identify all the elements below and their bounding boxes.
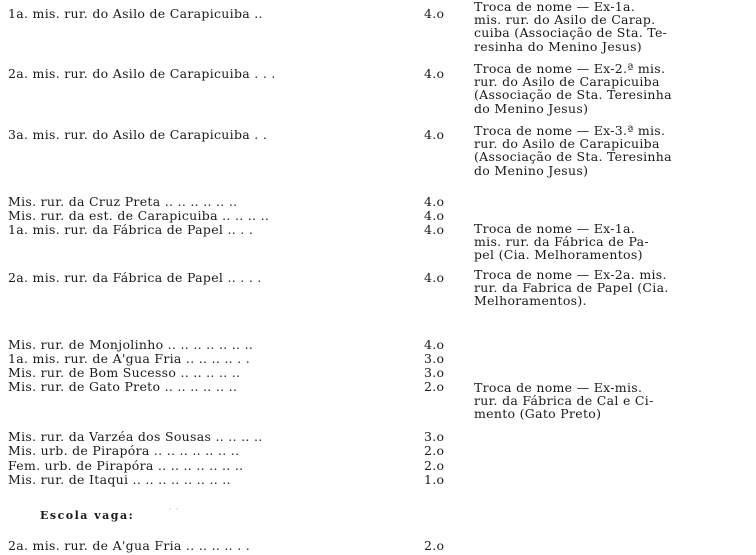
school-name: 1a. mis. rur. do Asilo de Carapicuiba ..: [8, 6, 263, 21]
note-line: (Associação de Sta. Teresinha: [474, 87, 672, 103]
rename-note: [474, 124, 749, 177]
school-name: Mis. rur. da est. de Carapicuiba .. .. .. ..: [8, 208, 270, 223]
rename-note: [474, 0, 749, 53]
school-name: Fem. urb. de Pirapóra .. .. .. .. .. .. ..: [8, 458, 244, 473]
grade: 4.o: [424, 270, 445, 285]
table-row: [8, 208, 748, 222]
grade: 3.o: [424, 429, 445, 444]
school-name: 2a. mis. rur. de A'gua Fria .. .. .. .. . .: [8, 538, 251, 553]
grade: 2.o: [424, 458, 445, 473]
note-line: rur. do Asilo de Carapicuiba: [474, 74, 660, 90]
grade: 3.o: [424, 365, 445, 380]
school-name: Mis. rur. de Bom Sucesso .. .. .. .. ..: [8, 365, 241, 380]
note-line: do Menino Jesus): [474, 100, 589, 116]
table-row: [8, 538, 748, 552]
note-line: Troca de nome — Ex-1a.: [474, 0, 636, 14]
note-line: Troca de nome — Ex-1a.: [474, 221, 636, 236]
school-name: Mis. rur. da Cruz Preta .. .. .. .. .. ..: [8, 194, 238, 209]
table-row: [8, 429, 748, 443]
school-name: Mis. rur. de Itaqui .. .. .. .. .. .. .. ..: [8, 472, 231, 487]
note-line: Troca de nome — Ex-3.ª mis.: [474, 123, 666, 138]
rename-note: [474, 381, 749, 421]
grade: 2.o: [424, 538, 445, 553]
school-name: 2a. mis. rur. do Asilo de Carapicuiba . . .: [8, 66, 276, 81]
note-line: rur. da Fábrica de Cal e Ci-: [474, 393, 654, 409]
grade: 3.o: [424, 351, 445, 366]
grade: 4.o: [424, 194, 445, 209]
smudge-mark: ˙ ˙: [168, 508, 180, 517]
table-row: [8, 365, 748, 379]
note-line: (Associação de Sta. Teresinha: [474, 149, 672, 165]
table-row: [8, 337, 748, 351]
note-line: rur. do Asilo de Carapicuiba: [474, 136, 660, 152]
grade: 2.o: [424, 379, 445, 394]
grade: 4.o: [424, 337, 445, 352]
school-name: 2a. mis. rur. da Fábrica de Papel .. . . .: [8, 270, 262, 285]
note-line: Troca de nome — Ex-2.ª mis.: [474, 61, 666, 76]
school-name: 1a. mis. rur. de A'gua Fria .. .. .. .. . .: [8, 351, 251, 366]
grade: 4.o: [424, 208, 445, 223]
rename-note: [474, 268, 749, 308]
table-row: [8, 472, 748, 486]
table-row: [8, 443, 748, 457]
note-line: mis. rur. da Fábrica de Pa-: [474, 234, 649, 250]
vacant-school-label: Escola vaga:: [40, 509, 135, 522]
note-line: mento (Gato Preto): [474, 406, 602, 422]
school-name: Mis. rur. de Monjolinho .. .. .. .. .. .. ..: [8, 337, 254, 352]
school-name: 3a. mis. rur. do Asilo de Carapicuiba . .: [8, 127, 268, 142]
grade: 1.o: [424, 472, 445, 487]
table-row: [8, 351, 748, 365]
note-line: Troca de nome — Ex-2a. mis.: [474, 267, 667, 282]
grade: 4.o: [424, 6, 445, 21]
table-row: [8, 458, 748, 472]
note-line: Troca de nome — Ex-mis.: [474, 380, 643, 395]
note-line: mis. rur. do Asilo de Carap.: [474, 12, 656, 28]
note-line: resinha do Menino Jesus): [474, 38, 642, 54]
school-name: Mis. urb. de Pirapóra .. .. .. .. .. .. ..: [8, 443, 240, 458]
school-name: Mis. rur. da Varzéa dos Sousas .. .. .. ..: [8, 429, 263, 444]
grade: 4.o: [424, 66, 445, 81]
note-line: Melhoramentos).: [474, 293, 587, 309]
table-row: [8, 194, 748, 208]
rename-note: [474, 62, 749, 115]
note-line: pel (Cia. Melhoramentos): [474, 247, 643, 263]
note-line: rur. da Fabrica de Papel (Cia.: [474, 280, 669, 296]
school-name: Mis. rur. de Gato Preto .. .. .. .. .. ..: [8, 379, 238, 394]
grade: 2.o: [424, 443, 445, 458]
note-line: do Menino Jesus): [474, 162, 589, 178]
school-name: 1a. mis. rur. da Fábrica de Papel .. . .: [8, 222, 254, 237]
rename-note: [474, 222, 749, 262]
note-line: cuiba (Associação de Sta. Te-: [474, 25, 668, 41]
grade: 4.o: [424, 127, 445, 142]
grade: 4.o: [424, 222, 445, 237]
